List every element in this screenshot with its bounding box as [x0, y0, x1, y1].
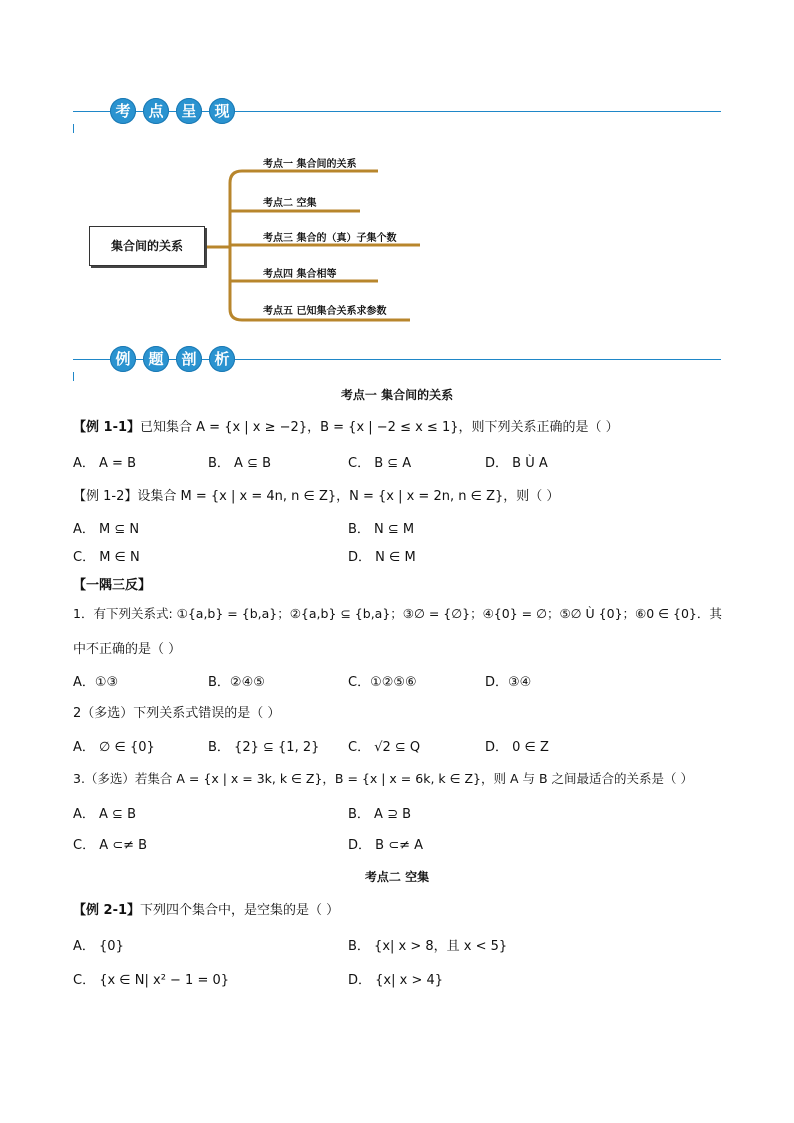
question-2-stem: 2（多选）下列关系式错误的是（ ） [73, 706, 281, 721]
mindmap-connectors [0, 0, 794, 340]
example-label: 【例 2-1】 [73, 903, 141, 918]
option-a: A．①③ [73, 675, 119, 690]
mindmap-root: 集合间的关系 [89, 226, 205, 266]
option-c: C． B ⊆ A [348, 456, 412, 471]
section-badge: 题 [143, 346, 169, 372]
section-badge: 点 [143, 98, 169, 124]
option-b: B． N ⊆ M [348, 522, 415, 537]
option-c: C． M ∈ N [73, 550, 140, 565]
option-a: A． A ⊆ B [73, 807, 136, 822]
option-c: C． {x ∈ N| x² − 1 = 0} [73, 973, 230, 988]
example-stem: 设集合 M = {x | x = 4n, n ∈ Z}，N = {x | x = 2n, n ∈ Z}，则（ ） [137, 489, 560, 504]
option-d: D．③④ [485, 675, 532, 690]
option-b: B． A ⊇ B [348, 807, 412, 822]
topic-title: 考点一 集合间的关系 [340, 388, 454, 402]
question-1-line-2: 中不正确的是（ ） [73, 642, 182, 657]
mindmap-branch: 考点二 空集 [263, 198, 317, 209]
section-badge: 例 [110, 346, 136, 372]
example-2-1 [73, 899, 339, 918]
question-1-line-1: 1．有下列关系式: ①{a,b} = {b,a}；②{a,b} ⊆ {b,a}；③∅ = {∅}；④{0} = ∅；⑤∅ Ù {0}；⑥0 ∈ {0}．其 [73, 606, 722, 621]
option-a: A． A = B [73, 456, 136, 471]
mindmap-branch: 考点一 集合间的关系 [263, 159, 357, 170]
section-badge: 呈 [176, 98, 202, 124]
question-3-stem: 3.（多选）若集合 A = {x | x = 3k, k ∈ Z}，B = {x | x = 6k, k ∈ Z}，则 A 与 B 之间最适合的关系是（ ） [73, 771, 693, 786]
option-c: C．①②⑤⑥ [348, 675, 417, 690]
example-1-1 [73, 416, 619, 435]
option-b: B． A ⊆ B [208, 456, 272, 471]
example-label: 【例 1-1】 [73, 420, 141, 435]
option-c: C． A ⊂≠ B [73, 838, 148, 853]
option-d: D． {x| x > 4} [348, 973, 444, 988]
example-stem: 已知集合 A = {x | x ≥ −2}，B = {x | −2 ≤ x ≤ 1}，则下列关系正确的是（ ） [140, 420, 619, 435]
practice-title: 【一隅三反】 [73, 578, 152, 593]
option-a: A． ∅ ∈ {0} [73, 740, 155, 755]
option-c: C． √2 ⊆ Q [348, 740, 421, 755]
example-stem: 下列四个集合中，是空集的是（ ） [140, 903, 340, 918]
option-d: D． B Ù A [485, 456, 548, 471]
example-label: 【例 1-2】 [73, 489, 138, 504]
option-d: D． 0 ∈ Z [485, 740, 549, 755]
option-d: D． N ∈ M [348, 550, 416, 565]
option-d: D． B ⊂≠ A [348, 838, 424, 853]
option-a: A． M ⊆ N [73, 522, 140, 537]
section-badge: 剖 [176, 346, 202, 372]
option-b: B． {2} ⊆ {1, 2} [208, 740, 320, 755]
option-b: B．②④⑤ [208, 675, 265, 690]
topic-title: 考点二 空集 [364, 870, 430, 884]
mindmap-branch: 考点三 集合的（真）子集个数 [263, 233, 397, 244]
option-a: A． {0} [73, 939, 124, 954]
option-b: B． {x| x > 8，且 x < 5} [348, 939, 508, 954]
section-header-line [73, 359, 721, 360]
section-badge: 现 [209, 98, 235, 124]
mindmap-branch: 考点五 已知集合关系求参数 [263, 306, 387, 317]
section-badge: 析 [209, 346, 235, 372]
section-badge: 考 [110, 98, 136, 124]
section-header-tick [73, 372, 74, 381]
example-1-2 [73, 485, 559, 504]
mindmap-branch: 考点四 集合相等 [263, 269, 337, 280]
